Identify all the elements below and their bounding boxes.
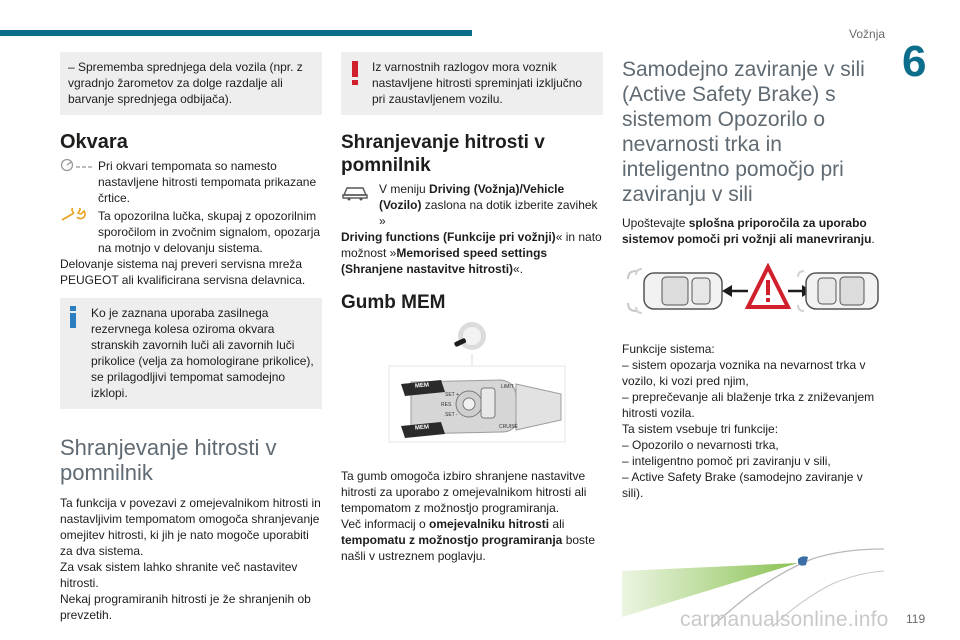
arrow-icon [722, 285, 748, 297]
memory-text-1: Ta funkcija v povezavi z omejevalnikom hitrosti in nastavljivim tempomatom omogoča shranjevanje omejitev hitrosti, ki jih je nato mogoče uporabiti za dva sistema. [60, 496, 321, 558]
link-speed-limiter: omejevalniku hitrosti [429, 517, 550, 531]
mem-text-1: Ta gumb omogoča izbiro shranjene nastavitve hitrosti za uporabo z omejevalnikom hitrosti ali tempomatom z možnostjo programiranja. [341, 469, 587, 515]
note-box [60, 52, 322, 115]
contains-label: Ta sistem vsebuje tri funkcije: [622, 422, 779, 436]
section-title: Vožnja [849, 27, 886, 41]
aeb-intro [622, 215, 884, 247]
failure-text-3: Delovanje sistema naj preveri servisna mreža PEUGEOT ali kvalificirana servisna delavnica. [60, 257, 306, 287]
mem-heading: Gumb MEM [341, 292, 446, 313]
failure-warning-line [60, 208, 322, 256]
column-1 [60, 52, 322, 623]
store-text-first [379, 181, 603, 229]
memory-heading: Shranjevanje hitrosti v pomnilnik [60, 435, 277, 485]
service-wrench-icon [60, 208, 88, 227]
memory-text-3: Nekaj programiranih hitrosti je že shranjenih ob prevzetih. [60, 592, 311, 622]
front-car-icon [798, 271, 878, 311]
aeb-heading: Samodejno zaviranje v sili (Active Safety Brake) s sistemom Opozorilo o nevarnosti trka in inteligentno pomočjo pri zaviranju v sili [622, 58, 865, 206]
dashes-display-icon [60, 158, 94, 177]
column-3 [622, 52, 884, 627]
store-text-mid2: « in nato možnost » [341, 230, 602, 260]
column-2 [341, 52, 603, 564]
mem-text-2 [341, 516, 603, 564]
menu-option-memorised-speeds: Memorised speed settings (Shranjene nastavitve hitrosti) [341, 246, 548, 276]
vehicle-menu-icon [341, 183, 369, 206]
note-text: – Sprememba sprednjega dela vozila (npr. z vgradnjo žarometov za dolge razdalje ali barvanje sprednjega odbijača). [68, 60, 303, 106]
mem-text-2-end: boste našli v ustreznem poglavju. [341, 533, 596, 563]
memory-text-2: Za vsak sistem lahko shranite več nastavitev hitrosti. [60, 560, 298, 590]
info-text: Ko je zaznana uporaba zasilnega rezervnega kolesa oziroma okvara stranskih zavornih luči ali zavornih luči prikolice (velja za homologirane prikolice), se prilagodljivi tempomat samodejno izklopi. [91, 306, 314, 400]
warning-box [341, 52, 603, 115]
collision-diagram [622, 263, 884, 319]
mem-text-2-mid: ali [549, 517, 565, 531]
store-text-end: «. [513, 262, 524, 276]
contains-item-3: – Active Safety Brake (samodejno zaviranje v sili). [622, 470, 863, 500]
functions-label: Funkcije sistema: [622, 342, 715, 356]
warning-triangle-icon [748, 267, 788, 307]
chapter-number: 6 [902, 37, 927, 86]
store-text-pre: V meniju [379, 182, 430, 196]
menu-path-driving-vehicle: Driving (Vožnja)/Vehicle (Vozilo) [379, 182, 565, 212]
aeb-intro-end: . [871, 232, 875, 246]
stalk-label-set-plus: SET + [445, 392, 459, 398]
contains-item-1: – Opozorilo o nevarnosti trka, [622, 438, 779, 452]
store-text-mid1: zaslona na dotik izberite zavihek » [379, 198, 598, 228]
failure-heading: Okvara [60, 131, 128, 153]
link-cruise-control: tempomatu z možnostjo programiranja [341, 533, 563, 547]
function-item-2: – preprečevanje ali blaženje trka z zniževanjem hitrosti vozila. [622, 390, 875, 420]
page-number: 119 [906, 612, 926, 626]
aeb-intro-pre: Upoštevajte [622, 216, 689, 230]
failure-text-1: Pri okvari tempomata so namesto nastavljene hitrosti tempomata prikazane črtice. [98, 159, 317, 205]
collision-diagram-svg [622, 263, 884, 319]
header-accent-bar [0, 30, 472, 36]
stalk-drawing [341, 322, 603, 460]
function-item-1: – sistem opozarja voznika na nevarnost trka v vozilo, ki vozi pred njim, [622, 358, 866, 388]
failure-dashes-line [60, 158, 322, 206]
store-instructions [341, 181, 603, 229]
contains-item-2: – inteligentno pomoč pri zaviranju v sili, [622, 454, 831, 468]
aeb-intro-link: splošna priporočila za uporabo sistemov pomoči pri vožnji ali manevriranju [622, 216, 872, 246]
failure-text-2: Ta opozorilna lučka, skupaj z opozorilnim sporočilom in zvočnim signalom, opozarja na motnjo v delovanju sistema. [98, 209, 321, 255]
menu-tab-driving-functions: Driving functions (Funkcije pri vožnji) [341, 230, 556, 244]
steering-wheel-icon [454, 322, 486, 350]
mem-text-2-pre: Več informacij o [341, 517, 430, 531]
info-box [60, 298, 322, 409]
stalk-label-mem-bottom: MEM [414, 424, 430, 432]
rear-car-icon [628, 269, 722, 313]
mem-stalk-illustration [341, 322, 603, 460]
info-icon [68, 306, 78, 333]
watermark: carmanualsonline.info [680, 608, 889, 631]
stalk-label-set-minus: SET - [445, 412, 458, 418]
warning-exclamation-icon [351, 61, 359, 90]
stalk-label-cruise: CRUISE [499, 424, 518, 430]
stalk-label-res: RES [441, 402, 452, 408]
store-text-rest [341, 229, 603, 277]
warning-text: Iz varnostnih razlogov mora voznik nastavljene hitrosti spreminjati izključno pri zaustavljenem vozilu. [372, 60, 583, 106]
store-heading: Shranjevanje hitrosti v pomnilnik [341, 132, 545, 176]
stalk-label-limit: LIMIT [501, 384, 514, 390]
stalk-label-mem-top: MEM [414, 382, 430, 390]
